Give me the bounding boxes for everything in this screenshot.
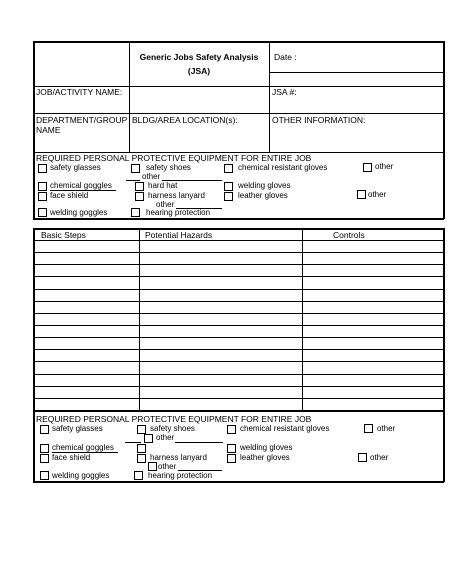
- job-activity-label: JOB/ACTIVITY NAME:: [36, 87, 123, 97]
- table-left-border: [33, 228, 35, 410]
- other-label-2c: other: [370, 453, 389, 462]
- safety-shoes-label: safety shoes: [146, 163, 191, 172]
- table-row[interactable]: [34, 289, 443, 290]
- safety-shoes-checkbox[interactable]: [131, 164, 140, 173]
- other-blank-2a: [125, 442, 141, 443]
- safety-glasses-label: safety glasses: [50, 163, 101, 172]
- face-shield-checkbox[interactable]: [38, 192, 47, 201]
- leather-gloves-checkbox-2[interactable]: [227, 454, 236, 463]
- hard-hat-label: hard hat: [148, 181, 178, 190]
- table-row[interactable]: [34, 361, 443, 362]
- table-row[interactable]: [34, 276, 443, 277]
- face-shield-checkbox-2[interactable]: [40, 454, 49, 463]
- table-row[interactable]: [34, 313, 443, 314]
- form-title: Generic Jobs Safety Analysis: [139, 52, 259, 62]
- table-row[interactable]: [34, 398, 443, 399]
- other-label-d: other: [156, 200, 175, 209]
- date-label: Date :: [274, 52, 297, 62]
- col-potential-hazards: Potential Hazards: [145, 230, 213, 240]
- hearing-protection-checkbox[interactable]: [131, 208, 140, 217]
- safety-shoes-label-2: safety shoes: [150, 424, 195, 433]
- leather-gloves-checkbox[interactable]: [224, 192, 233, 201]
- table-row[interactable]: [34, 325, 443, 326]
- chemical-resistant-gloves-label: chemical resistant gloves: [238, 163, 328, 172]
- welding-gloves-checkbox[interactable]: [224, 182, 233, 191]
- table-row[interactable]: [34, 301, 443, 302]
- row2-line: [33, 113, 444, 114]
- table-top-border: [33, 228, 444, 230]
- other-label-2a: other: [377, 424, 396, 433]
- welding-goggles-label: welding goggles: [50, 208, 108, 217]
- chemical-resistant-gloves-checkbox-2[interactable]: [227, 425, 236, 434]
- welding-gloves-label: welding gloves: [238, 181, 291, 190]
- chemical-resistant-gloves-label-2: chemical resistant gloves: [240, 424, 330, 433]
- other-label-b: other: [142, 172, 161, 181]
- chemical-goggles-label: chemical goggles: [50, 181, 112, 190]
- ppe2-left-border: [33, 410, 35, 482]
- other-label-c: other: [368, 190, 387, 199]
- department-label: DEPARTMENT/GROUP NAME: [36, 115, 128, 135]
- table-row[interactable]: [34, 349, 443, 350]
- safety-glasses-checkbox-2[interactable]: [40, 425, 49, 434]
- safety-glasses-checkbox[interactable]: [38, 164, 47, 173]
- chemical-goggles-checkbox[interactable]: [38, 182, 47, 191]
- other-checkbox-c[interactable]: [357, 190, 366, 199]
- face-shield-label: face shield: [50, 191, 89, 200]
- title-right-divider: [269, 41, 270, 152]
- safety-glasses-label-2: safety glasses: [52, 424, 103, 433]
- harness-lanyard-checkbox[interactable]: [135, 192, 144, 201]
- date-bottom-line: [269, 72, 444, 73]
- hard-hat-checkbox[interactable]: [135, 182, 144, 191]
- hearing-protection-label-2: hearing protection: [148, 471, 213, 480]
- other-label-2d: other: [158, 462, 177, 471]
- other-info-label: OTHER INFORMATION:: [272, 115, 366, 125]
- other-blank-a: [126, 180, 140, 181]
- welding-gloves-checkbox-2[interactable]: [227, 444, 236, 453]
- table-row[interactable]: [34, 337, 443, 338]
- chemical-resistant-gloves-checkbox[interactable]: [224, 164, 233, 173]
- ppe2-heading: REQUIRED PERSONAL PROTECTIVE EQUIPMENT FOR ENTIRE JOB: [36, 414, 312, 424]
- chemical-goggles-label-2: chemical goggles: [52, 443, 114, 452]
- bldg-area-label: BLDG/AREA LOCATION(s):: [132, 115, 238, 125]
- other-checkbox-2b[interactable]: [144, 434, 153, 443]
- table-row[interactable]: [34, 264, 443, 265]
- welding-gloves-placeholder-checkbox-2[interactable]: [137, 444, 146, 453]
- face-shield-label-2: face shield: [52, 453, 91, 462]
- table-col-divider-1: [139, 229, 140, 410]
- table-row[interactable]: [34, 374, 443, 375]
- harness-lanyard-label: harness lanyard: [148, 191, 205, 200]
- table-col-divider-2: [302, 229, 303, 410]
- ppe2-bottom-border: [33, 481, 444, 483]
- header-right-border: [443, 41, 445, 219]
- other-label-a: other: [375, 162, 394, 171]
- harness-lanyard-label-2: harness lanyard: [150, 453, 207, 462]
- jsa-number-label: JSA #:: [272, 87, 297, 97]
- leather-gloves-label: leather gloves: [238, 191, 288, 200]
- other-blank-2b: [175, 442, 223, 443]
- ppe-heading: REQUIRED PERSONAL PROTECTIVE EQUIPMENT FOR ENTIRE JOB: [36, 153, 312, 163]
- header-bottom-border: [33, 218, 444, 220]
- safety-shoes-checkbox-2[interactable]: [137, 425, 146, 434]
- col-controls: Controls: [333, 230, 365, 240]
- hearing-protection-label: hearing protection: [146, 208, 211, 217]
- table-row[interactable]: [34, 240, 443, 241]
- col-basic-steps: Basic Steps: [41, 230, 86, 240]
- welding-goggles-checkbox-2[interactable]: [40, 471, 49, 480]
- table-row[interactable]: [34, 386, 443, 387]
- form-subtitle: (JSA): [187, 66, 211, 76]
- other-label-2b: other: [156, 433, 175, 442]
- welding-gloves-label-2: welding gloves: [240, 443, 293, 452]
- other-checkbox-2c[interactable]: [358, 453, 367, 462]
- other-checkbox-2d[interactable]: [148, 462, 157, 471]
- chemical-goggles-checkbox-2[interactable]: [40, 444, 49, 453]
- ppe2-top-border: [33, 410, 444, 412]
- other-checkbox-2a[interactable]: [364, 424, 373, 433]
- header-top-border: [33, 41, 444, 43]
- table-row[interactable]: [34, 252, 443, 253]
- hearing-protection-checkbox-2[interactable]: [134, 471, 143, 480]
- welding-goggles-checkbox[interactable]: [38, 208, 47, 217]
- harness-lanyard-checkbox-2[interactable]: [137, 454, 146, 463]
- header-left-border: [33, 41, 35, 219]
- welding-goggles-label-2: welding goggles: [52, 471, 110, 480]
- table-right-border: [443, 228, 445, 410]
- other-checkbox-a[interactable]: [363, 163, 372, 172]
- leather-gloves-label-2: leather gloves: [240, 453, 290, 462]
- ppe2-right-border: [443, 410, 445, 482]
